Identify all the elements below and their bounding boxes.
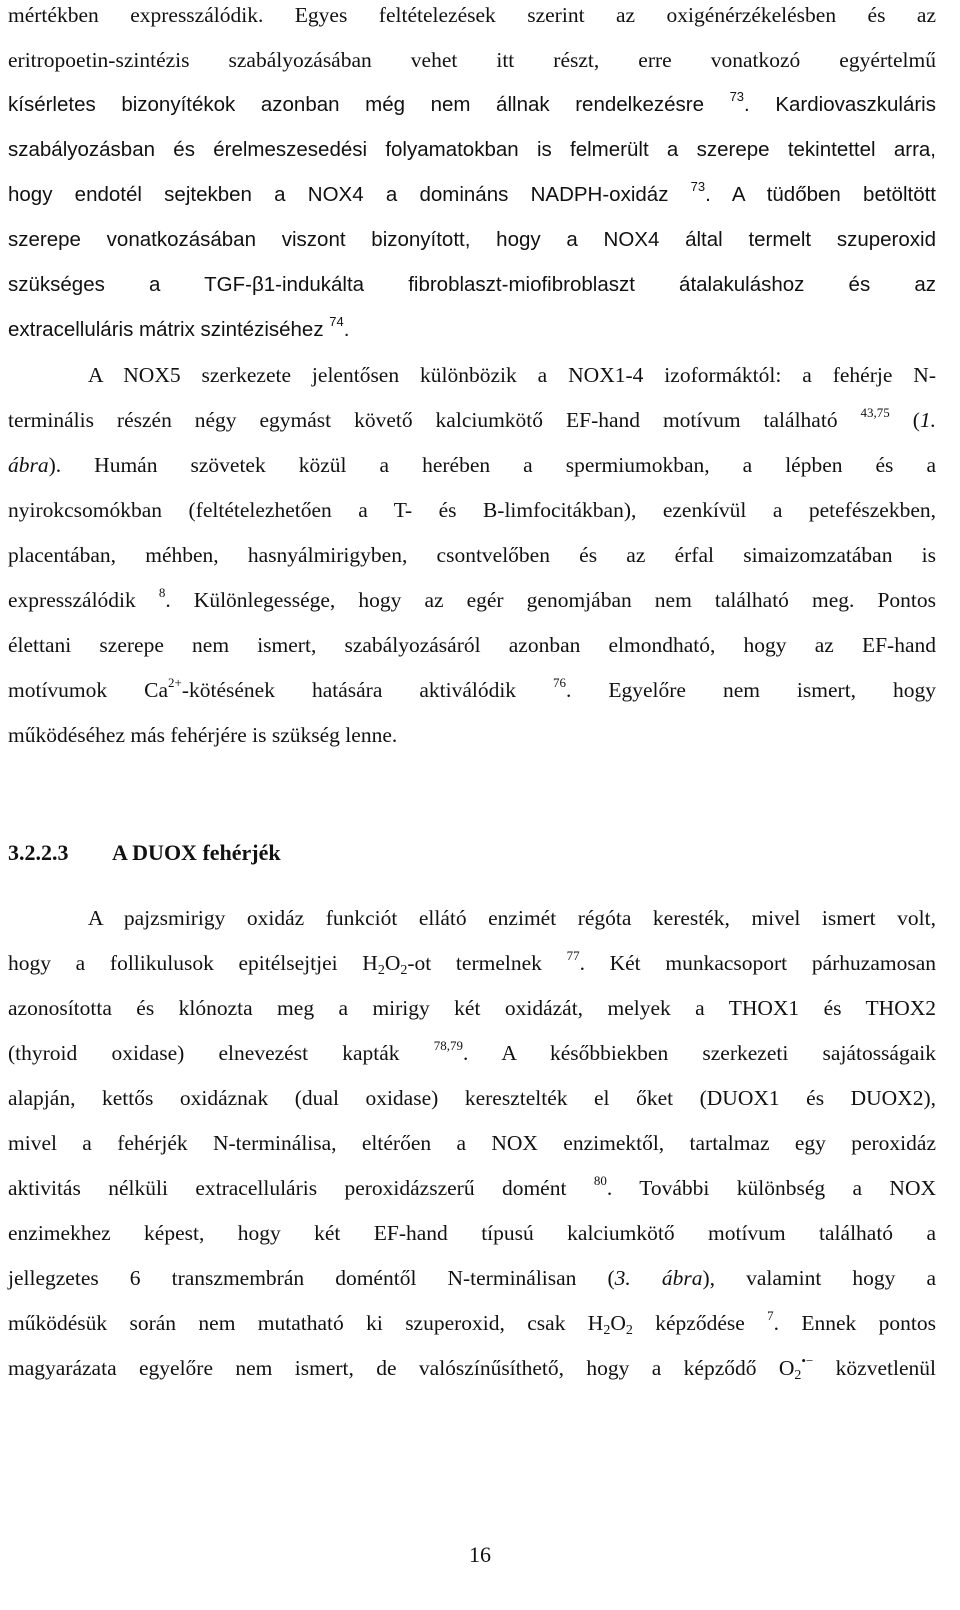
citation-superscript: 73 <box>690 179 706 194</box>
text-segment: . Kardiovaszkuláris <box>744 93 936 116</box>
text-segment: -kötésének hatására aktiválódik <box>181 678 554 702</box>
text-line <box>8 180 936 210</box>
text-segment: működéséhez más fehérjére is szükség lenne. <box>8 723 398 747</box>
text-segment: mértékben expresszálódik. Egyes feltételezések szerint az oxigénérzékelésben és az <box>8 3 936 27</box>
subscript: 2 <box>603 1323 611 1338</box>
citation-superscript: 76 <box>553 675 567 690</box>
subscript: 2 <box>377 963 385 978</box>
text-line <box>8 585 936 615</box>
text-line <box>8 0 936 30</box>
text-segment: placentában, méhben, hasnyálmirigyben, csontvelőben és az érfal simaizomzatában is <box>8 543 936 567</box>
text-line <box>8 1218 936 1248</box>
text-segment: alapján, kettős oxidáznak (dual oxidase) keresztelték el őket (DUOX1 és DUOX2), <box>8 1086 936 1110</box>
text-line <box>8 948 936 978</box>
text-segment: azonosította és klónozta meg a mirigy két oxidázát, melyek a THOX1 és THOX2 <box>8 996 936 1020</box>
text-segment: . <box>343 318 350 341</box>
section-number: 3.2.2.3 <box>8 840 69 865</box>
text-segment: expresszálódik <box>8 588 159 612</box>
text-line <box>8 1308 936 1338</box>
text-line <box>8 540 936 570</box>
text-segment: ( <box>889 408 920 432</box>
text-line <box>8 315 936 345</box>
text-segment: O <box>384 951 401 975</box>
text-segment: terminális részén négy egymást követő kalciumkötő EF-hand motívum található <box>8 408 861 432</box>
citation-superscript: •− <box>801 1353 814 1368</box>
text-segment: működésük során nem mutatható ki szuperoxid, csak H <box>8 1311 604 1335</box>
citation-superscript: 7 <box>767 1308 774 1323</box>
text-segment: szabályozásban és érelmeszesedési folyamatokban is felmerült a szerepe tekintettel arra, <box>8 138 936 161</box>
text-segment: 1. <box>919 408 936 432</box>
text-line <box>8 1083 936 1113</box>
page-number: 16 <box>469 1542 491 1567</box>
text-segment: . Ennek pontos <box>773 1311 936 1335</box>
text-segment: hogy endotél sejtekben a NOX4 a domináns NADPH-oxidáz <box>8 183 691 206</box>
subscript: 2 <box>400 963 408 978</box>
text-segment: élettani szerepe nem ismert, szabályozásáról azonban elmondható, hogy az EF-hand <box>8 633 936 657</box>
citation-superscript: 77 <box>566 948 580 963</box>
text-segment: A pajzsmirigy oxidáz funkciót ellátó enzimét régóta keresték, mivel ismert volt, <box>88 906 936 930</box>
text-segment: . A későbbiekben szerkezeti sajátosságaik <box>463 1041 936 1065</box>
subscript: 2 <box>794 1368 802 1383</box>
text-segment: szükséges a TGF-β1-indukálta fibroblaszt-miofibroblaszt átalakuláshoz és az <box>8 273 936 296</box>
text-line <box>8 45 936 75</box>
citation-superscript: 80 <box>593 1173 607 1188</box>
text-segment: . További különbség a NOX <box>606 1176 936 1200</box>
citation-superscript: 43,75 <box>860 405 890 420</box>
text-segment: extracelluláris mátrix szintéziséhez <box>8 318 330 341</box>
text-segment: ). Humán szövetek közül a herében a spermiumokban, a lépben és a <box>48 453 936 477</box>
text-segment: O <box>610 1311 626 1335</box>
text-line <box>8 720 936 750</box>
citation-superscript: 78,79 <box>433 1038 464 1053</box>
text-segment: szerepe vonatkozásában viszont bizonyított, hogy a NOX4 által termelt szuperoxid <box>8 228 936 251</box>
text-line <box>8 225 936 255</box>
citation-superscript: 74 <box>329 314 344 329</box>
text-segment: . A tüdőben betöltött <box>705 183 936 206</box>
text-segment: magyarázata egyelőre nem ismert, de valószínűsíthető, hogy a képződő O <box>8 1356 795 1380</box>
text-line <box>8 270 936 300</box>
section-title: A DUOX fehérjék <box>112 840 281 865</box>
subscript: 2 <box>625 1323 633 1338</box>
text-line <box>8 1353 936 1383</box>
text-segment: mivel a fehérjék N-terminálisa, eltérően a NOX enzimektől, tartalmaz egy peroxidáz <box>8 1131 936 1155</box>
text-segment: . Két munkacsoport párhuzamosan <box>579 951 937 975</box>
text-segment: kísérletes bizonyítékok azonban még nem állnak rendelkezésre <box>8 93 730 116</box>
section-heading <box>8 838 281 868</box>
text-line <box>8 630 936 660</box>
text-segment: ábra <box>8 453 49 477</box>
text-line <box>8 1263 936 1293</box>
text-line <box>8 993 936 1023</box>
text-segment: (thyroid oxidase) elnevezést kapták <box>8 1041 434 1065</box>
text-line <box>8 675 936 705</box>
text-line <box>8 1038 936 1068</box>
text-segment: nyirokcsomókban (feltételezhetően a T- és B-limfocitákban), ezenkívül a petefészekben, <box>8 498 936 522</box>
text-segment: aktivitás nélküli extracelluláris peroxidázszerű domént <box>8 1176 594 1200</box>
citation-superscript: 2+ <box>168 675 182 690</box>
text-segment: 3. ábra <box>614 1266 703 1290</box>
text-segment: . Különlegessége, hogy az egér genomjában nem található meg. Pontos <box>165 588 937 612</box>
text-segment: motívumok Ca <box>8 678 168 702</box>
text-segment: -ot termelnek <box>407 951 567 975</box>
text-line <box>88 903 936 933</box>
text-line <box>88 360 936 390</box>
text-segment: eritropoetin-szintézis szabályozásában vehet itt részt, erre vonatkozó egyértelmű <box>8 48 936 72</box>
citation-superscript: 8 <box>158 585 166 600</box>
text-line <box>8 1173 936 1203</box>
text-segment: hogy a follikulusok epitélsejtjei H <box>8 951 378 975</box>
text-segment: jellegzetes 6 transzmembrán doméntől N-terminálisan ( <box>8 1266 615 1290</box>
text-segment: . Egyelőre nem ismert, hogy <box>566 678 937 702</box>
text-segment: A NOX5 szerkezete jelentősen különbözik a NOX1-4 izoformáktól: a fehérje N- <box>88 363 936 387</box>
text-line <box>8 405 936 435</box>
text-line <box>8 450 936 480</box>
text-segment: ), valamint hogy a <box>702 1266 936 1290</box>
text-segment: képződése <box>632 1311 768 1335</box>
text-line <box>8 90 936 120</box>
text-line <box>8 135 936 165</box>
text-segment: közvetlenül <box>813 1356 936 1380</box>
text-segment: enzimekhez képest, hogy két EF-hand típusú kalciumkötő motívum található a <box>8 1221 936 1245</box>
text-line <box>8 495 936 525</box>
citation-superscript: 73 <box>729 89 745 104</box>
text-line <box>8 1128 936 1158</box>
